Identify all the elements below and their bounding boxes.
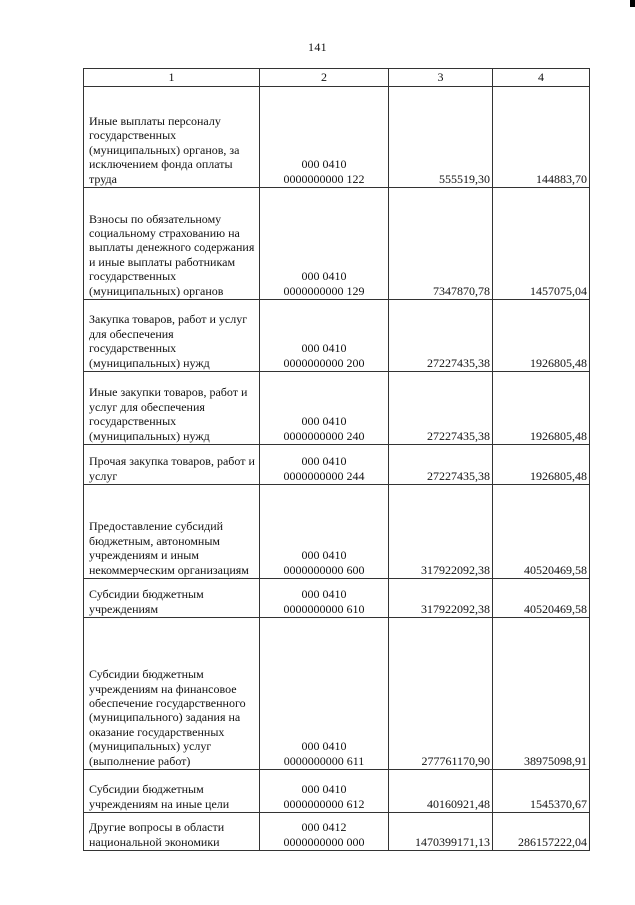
- row-col4-value: [493, 87, 590, 188]
- row-col3-value: [389, 372, 493, 445]
- row-name-cell: [84, 188, 260, 300]
- row-code-line2: 0000000000 129: [283, 283, 365, 298]
- row-name-text: Прочая закупка товаров, работ и услуг: [89, 454, 255, 483]
- column-header-1: 1: [84, 69, 260, 87]
- row-code-line1: 000 0410: [301, 269, 347, 284]
- row-col4-text: 1926805,48: [530, 468, 587, 483]
- row-code-line2: 0000000000 612: [283, 796, 365, 811]
- row-col4-text: 144883,70: [536, 171, 587, 186]
- row-col3-text: 317922092,38: [421, 562, 490, 577]
- table-row: [84, 445, 590, 485]
- row-name-text: Взносы по обязательному социальному страхованию на выплаты денежного содержания и иные выплаты работникам государственных (муниципальных) органов: [89, 211, 255, 298]
- row-name-text: Субсидии бюджетным учреждениям на финансовое обеспечение государственного (муниципального) задания на оказание государственных (муниципальных) услуг (выполнение работ): [89, 667, 246, 768]
- row-name-cell: [84, 579, 260, 618]
- row-col3-text: 555519,30: [439, 171, 490, 186]
- table-row: [84, 372, 590, 445]
- table-row: [84, 188, 590, 300]
- table-row: [84, 87, 590, 188]
- row-name-cell: [84, 445, 260, 485]
- row-name-cell: [84, 87, 260, 188]
- row-col3-value: [389, 87, 493, 188]
- column-header-3: 3: [389, 69, 493, 87]
- row-col3-text: 7347870,78: [433, 283, 490, 298]
- row-name-text: Предоставление субсидий бюджетным, автономным учреждениям и иным некоммерческим организациям: [89, 519, 249, 577]
- table-row: [84, 770, 590, 813]
- table-row: [84, 485, 590, 579]
- row-code-line1: 000 0410: [301, 782, 347, 797]
- row-code-line2: 0000000000 240: [283, 428, 365, 443]
- table-row: [84, 618, 590, 770]
- row-name-text: Другие вопросы в области национальной экономики: [89, 820, 225, 849]
- row-code-cell: [260, 445, 389, 485]
- table-header-row: [84, 69, 590, 87]
- row-col3-text: 27227435,38: [427, 355, 490, 370]
- row-code-line1: 000 0412: [301, 820, 347, 835]
- row-col4-value: [493, 579, 590, 618]
- row-code-cell: [260, 300, 389, 372]
- row-code-line2: 0000000000 611: [283, 753, 365, 768]
- row-name-text: Закупка товаров, работ и услуг для обеспечения государственных (муниципальных) нужд: [89, 312, 248, 370]
- row-col4-text: 1926805,48: [530, 428, 587, 443]
- row-name-text: Иные выплаты персоналу государственных (муниципальных) органов, за исключением фонда оплаты труда: [89, 113, 240, 186]
- row-code-line2: 0000000000 244: [283, 468, 365, 483]
- row-col4-value: [493, 445, 590, 485]
- row-code-line2: 0000000000 122: [283, 171, 365, 186]
- row-code-line2: 0000000000 600: [283, 562, 365, 577]
- row-col4-value: [493, 618, 590, 770]
- row-col3-value: [389, 579, 493, 618]
- row-col3-value: [389, 445, 493, 485]
- table-row: [84, 579, 590, 618]
- row-col4-text: 40520469,58: [524, 601, 587, 616]
- row-col3-value: [389, 618, 493, 770]
- row-code-cell: [260, 188, 389, 300]
- row-col3-text: 27227435,38: [427, 468, 490, 483]
- row-code-line2: 0000000000 610: [283, 601, 365, 616]
- row-code-cell: [260, 770, 389, 813]
- budget-table: [83, 68, 590, 851]
- row-col4-text: 1926805,48: [530, 355, 587, 370]
- row-name-cell: [84, 813, 260, 851]
- row-code-cell: [260, 813, 389, 851]
- row-name-cell: [84, 300, 260, 372]
- row-col4-value: [493, 372, 590, 445]
- row-code-line1: 000 0410: [301, 587, 347, 602]
- row-col3-text: 40160921,48: [427, 796, 490, 811]
- row-code-line1: 000 0410: [301, 157, 347, 172]
- row-code-line1: 000 0410: [301, 454, 347, 469]
- row-col3-value: [389, 485, 493, 579]
- row-col3-text: 317922092,38: [421, 601, 490, 616]
- row-name-cell: [84, 618, 260, 770]
- row-code-cell: [260, 372, 389, 445]
- row-name-cell: [84, 372, 260, 445]
- row-col4-text: 1545370,67: [530, 796, 587, 811]
- row-name-text: Иные закупки товаров, работ и услуг для обеспечения государственных (муниципальных) нужд: [89, 385, 248, 443]
- row-col4-value: [493, 813, 590, 851]
- row-col4-text: 38975098,91: [524, 753, 587, 768]
- row-code-cell: [260, 485, 389, 579]
- row-col4-value: [493, 300, 590, 372]
- row-col3-text: 1470399171,13: [415, 834, 490, 849]
- row-col3-value: [389, 188, 493, 300]
- row-name-text: Субсидии бюджетным учреждениям на иные цели: [89, 782, 230, 811]
- row-code-cell: [260, 579, 389, 618]
- table-row: [84, 813, 590, 851]
- row-col4-value: [493, 485, 590, 579]
- row-col3-text: 277761170,90: [421, 753, 490, 768]
- row-col4-text: 1457075,04: [530, 283, 587, 298]
- table-row: [84, 300, 590, 372]
- row-code-line2: 0000000000 000: [283, 834, 365, 849]
- row-name-cell: [84, 485, 260, 579]
- row-col3-value: [389, 813, 493, 851]
- page-number: 141: [308, 40, 327, 54]
- row-col4-text: 40520469,58: [524, 562, 587, 577]
- row-col4-value: [493, 770, 590, 813]
- row-code-line2: 0000000000 200: [283, 355, 365, 370]
- column-header-2: 2: [260, 69, 389, 87]
- row-code-cell: [260, 618, 389, 770]
- scan-corner-mark: [630, 0, 635, 7]
- row-code-line1: 000 0410: [301, 739, 347, 754]
- row-code-cell: [260, 87, 389, 188]
- row-col4-value: [493, 188, 590, 300]
- row-col3-text: 27227435,38: [427, 428, 490, 443]
- budget-table-body: [84, 69, 590, 851]
- row-col3-value: [389, 770, 493, 813]
- row-col3-value: [389, 300, 493, 372]
- row-name-cell: [84, 770, 260, 813]
- row-code-line1: 000 0410: [301, 414, 347, 429]
- row-col4-text: 286157222,04: [518, 834, 587, 849]
- row-code-line1: 000 0410: [301, 341, 347, 356]
- column-header-4: 4: [493, 69, 590, 87]
- row-name-text: Субсидии бюджетным учреждениям: [89, 587, 204, 616]
- row-code-line1: 000 0410: [301, 548, 347, 563]
